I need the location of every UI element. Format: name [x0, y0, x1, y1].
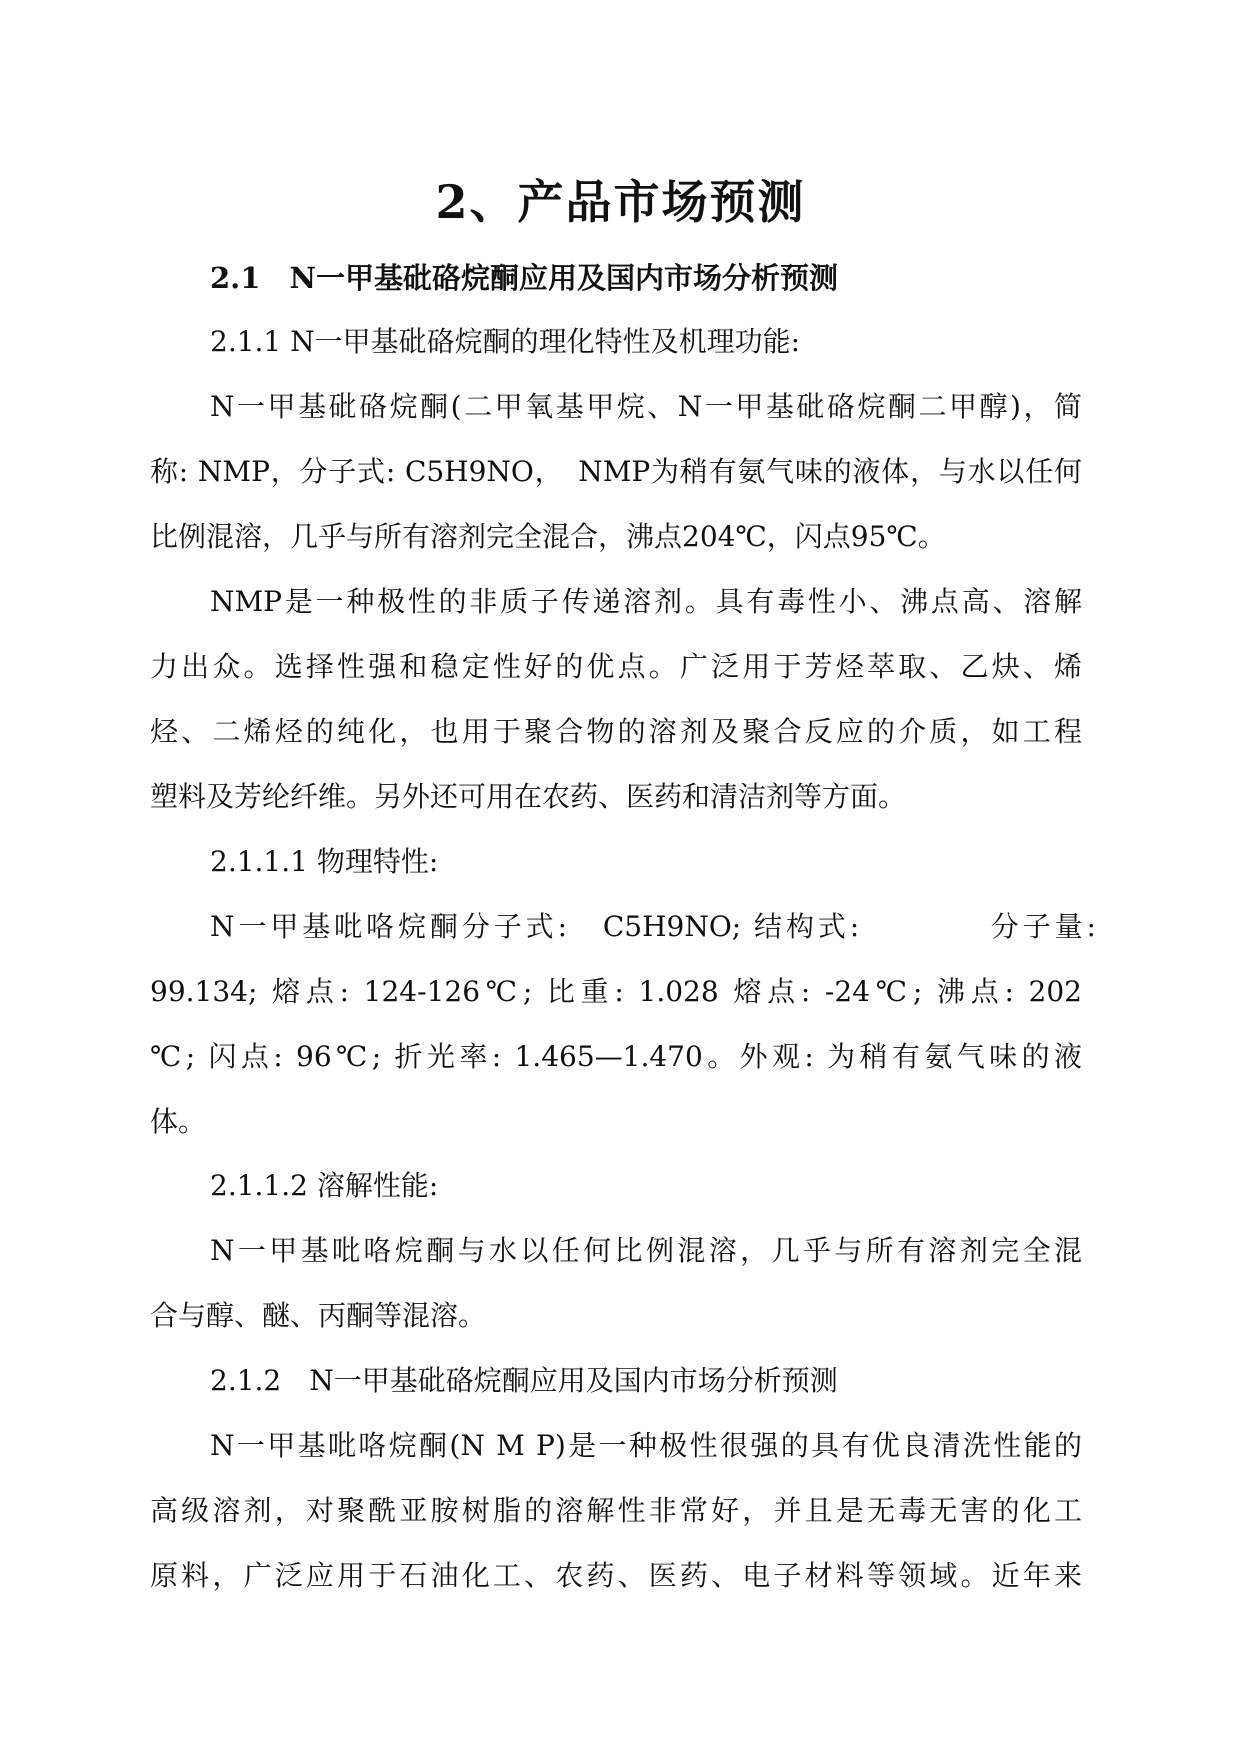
paragraph-line: N一甲基砒硌烷酮(二甲氧基甲烷、N一甲基砒硌烷酮二甲醇)，简 [210, 390, 1082, 423]
paragraph-line: 比例混溶，几乎与所有溶剂完全混合，沸点204℃，闪点95℃。 [150, 520, 946, 553]
subsection-heading: 2.1.1.2 溶解性能: [210, 1169, 439, 1202]
paragraph-line: N一甲基吡咯烷酮分子式: C5H9NO; 结构式: 分子量: [210, 910, 1096, 943]
subsection-heading: 2.1.2 N一甲基砒硌烷酮应用及国内市场分析预测 [210, 1364, 838, 1397]
paragraph-line: 烃、二烯烃的纯化，也用于聚合物的溶剂及聚合反应的介质，如工程 [150, 715, 1082, 748]
page-title: 2、产品市场预测 [435, 175, 806, 229]
section-heading: 2.1 N一甲基砒硌烷酮应用及国内市场分析预测 [210, 261, 838, 295]
paragraph-line: N一甲基吡咯烷酮(N M P)是一种极性很强的具有优良清洗性能的 [210, 1429, 1082, 1462]
subsection-heading: 2.1.1.1 物理特性: [210, 845, 439, 878]
paragraph-line: 称: NMP，分子式: C5H9NO， NMP为稍有氨气味的液体，与水以任何 [150, 455, 1082, 488]
paragraph-line: 99.134; 熔点: 124-126℃; 比重: 1.028 熔点: -24℃; 沸点: 202 [150, 975, 1082, 1008]
paragraph-line: 塑料及芳纶纤维。另外还可用在农药、医药和清洁剂等方面。 [150, 780, 907, 813]
paragraph-line: 合与醇、醚、丙酮等混溶。 [150, 1299, 487, 1332]
paragraph-line: NMP是一种极性的非质子传递溶剂。具有毒性小、沸点高、溶解 [210, 585, 1082, 618]
paragraph-line: 高级溶剂，对聚酰亚胺树脂的溶解性非常好，并且是无毒无害的化工 [150, 1494, 1082, 1527]
paragraph-line: 原料，广泛应用于石油化工、农药、医药、电子材料等领域。近年来 [150, 1559, 1082, 1592]
paragraph-line: 体。 [150, 1105, 207, 1138]
paragraph-line: 力出众。选择性强和稳定性好的优点。广泛用于芳烃萃取、乙炔、烯 [150, 650, 1082, 683]
paragraph-line: N一甲基吡咯烷酮与水以任何比例混溶，几乎与所有溶剂完全混 [210, 1234, 1082, 1267]
subsection-heading: 2.1.1 N一甲基砒硌烷酮的理化特性及机理功能: [210, 325, 801, 358]
paragraph-line: ℃; 闪点: 96℃; 折光率: 1.465—1.470。外观: 为稍有氨气味的液 [150, 1040, 1082, 1073]
